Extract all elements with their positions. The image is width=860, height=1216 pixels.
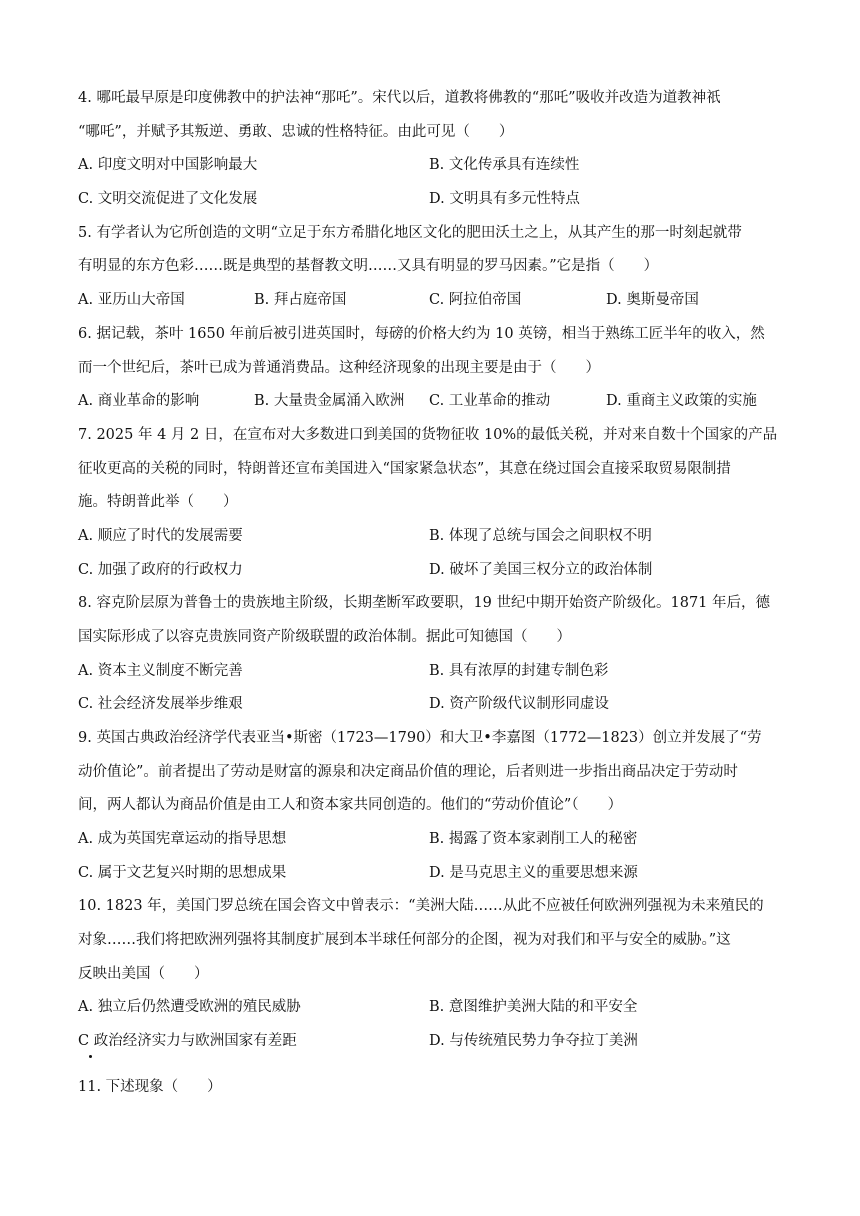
question-7-line-3: 施。特朗普此举（ ） [78,494,238,510]
question-5-option-a: A. 亚历山大帝国 [78,292,185,308]
question-8-option-a: A. 资本主义制度不断完善 [78,663,243,679]
question-10-option-a: A. 独立后仍然遭受欧洲的殖民威胁 [78,999,301,1015]
question-7-option-b: B. 体现了总统与国会之间职权不明 [429,528,652,544]
question-10-option-b: B. 意图维护美洲大陆的和平安全 [429,999,638,1015]
question-4-option-c: C. 文明交流促进了文化发展 [78,191,258,207]
question-9-option-c: C. 属于文艺复兴时期的思想成果 [78,865,287,881]
stray-dot-mark [89,1055,92,1058]
question-8-option-b: B. 具有浓厚的封建专制色彩 [429,663,609,679]
question-10-line-3: 反映出美国（ ） [78,966,209,982]
question-9-line-1: 9. 英国古典政治经济学代表亚当•斯密（1723—1790）和大卫•李嘉图（1772—1823）创立并发展了“劳 [78,730,762,746]
question-4-option-a: A. 印度文明对中国影响最大 [78,157,258,173]
question-8-option-d: D. 资产阶级代议制形同虚设 [429,696,609,712]
question-10-line-2: 对象……我们将把欧洲列强将其制度扩展到本半球任何部分的企图，视为对我们和平与安全的威胁。”这 [78,932,731,948]
question-7-option-a: A. 顺应了时代的发展需要 [78,528,243,544]
question-6-line-2: 而一个世纪后，茶叶已成为普通消费品。这种经济现象的出现主要是由于（ ） [78,360,600,376]
question-4-option-d: D. 文明具有多元性特点 [429,191,580,207]
question-6-option-d: D. 重商主义政策的实施 [606,393,757,409]
question-5-line-1: 5. 有学者认为它所创造的文明“立足于东方希腊化地区文化的肥田沃土之上，从其产生的那一时刻起就带 [78,225,742,241]
question-9-line-3: 间，两人都认为商品价值是由工人和资本家共同创造的。他们的“劳动价值论”（ ） [78,797,623,813]
question-7-line-2: 征收更高的关税的同时，特朗普还宣布美国进入“国家紧急状态”，其意在绕过国会直接采取贸易限制措 [78,461,731,477]
question-9-option-a: A. 成为英国宪章运动的指导思想 [78,831,287,847]
question-7-option-c: C. 加强了政府的行政权力 [78,562,243,578]
question-9-option-d: D. 是马克思主义的重要思想来源 [429,865,638,881]
question-8-line-2: 国实际形成了以容克贵族同资产阶级联盟的政治体制。据此可知德国（ ） [78,629,571,645]
question-7-option-d: D. 破坏了美国三权分立的政治体制 [429,562,653,578]
question-11-line-1: 11. 下述现象（ ） [78,1079,222,1095]
question-5-option-c: C. 阿拉伯帝国 [429,292,522,308]
question-6-option-a: A. 商业革命的影响 [78,393,200,409]
question-9-line-2: 动价值论”。前者提出了劳动是财富的源泉和决定商品价值的理论，后者则进一步指出商品决定于劳动时 [78,764,738,780]
question-6-option-c: C. 工业革命的推动 [429,393,551,409]
question-6-line-1: 6. 据记载，茶叶 1650 年前后被引进英国时，每磅的价格大约为 10 英镑，相当于熟练工匠半年的收入，然 [78,326,765,342]
question-10-option-c: C 政治经济实力与欧洲国家有差距 [78,1033,297,1049]
question-10-line-1: 10. 1823 年，美国门罗总统在国会咨文中曾表示：“美洲大陆……从此不应被任何欧洲列强视为未来殖民的 [78,898,764,914]
question-9-option-b: B. 揭露了资本家剥削工人的秘密 [429,831,638,847]
question-8-line-1: 8. 容克阶层原为普鲁士的贵族地主阶级，长期垄断军政要职，19 世纪中期开始资产阶级化。1871 年后，德 [78,595,771,611]
question-4-line-1: 4. 哪吒最早原是印度佛教中的护法神“那吒”。宋代以后，道教将佛教的“那吒”吸收并改造为道教神祇 [78,90,721,106]
question-5-option-b: B. 拜占庭帝国 [254,292,347,308]
question-4-line-2: “哪吒”，并赋予其叛逆、勇敢、忠诚的性格特征。由此可见（ ） [78,124,514,140]
question-10-option-d: D. 与传统殖民势力争夺拉丁美洲 [429,1033,638,1049]
question-5-line-2: 有明显的东方色彩……既是典型的基督教文明……又具有明显的罗马因素。”它是指（ ） [78,258,659,274]
question-7-line-1: 7. 2025 年 4 月 2 日，在宣布对大多数进口到美国的货物征收 10%的最低关税，并对来自数十个国家的产品 [78,427,778,443]
question-8-option-c: C. 社会经济发展举步维艰 [78,696,243,712]
question-6-option-b: B. 大量贵金属涌入欧洲 [254,393,405,409]
question-4-option-b: B. 文化传承具有连续性 [429,157,580,173]
question-5-option-d: D. 奥斯曼帝国 [606,292,699,308]
